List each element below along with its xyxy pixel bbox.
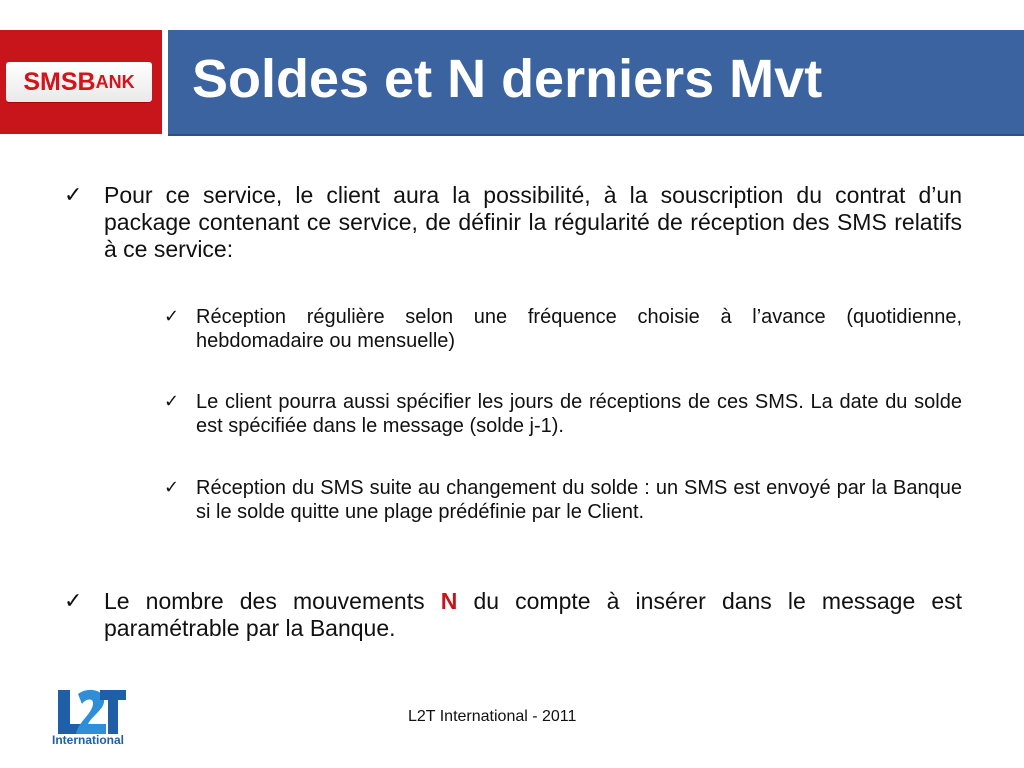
sub-bullet-days-selection: Le client pourra aussi spécifier les jours de réceptions de ces SMS. La date du solde est spécifiée dans le message (solde j-1). (196, 391, 962, 437)
sub-bullet-balance-change: Réception du SMS suite au changement du solde : un SMS est envoyé par la Banque si le solde quitte une plage prédéfinie par le Client. (196, 477, 962, 523)
smsbank-logo (6, 62, 152, 102)
checkmark-icon: ✓ (164, 306, 180, 327)
movements-n-highlight: N (440, 588, 458, 614)
footer-copyright: L2T International - 2011 (408, 708, 577, 725)
slide-title: Soldes et N derniers Mvt (192, 49, 823, 109)
slide-header (0, 30, 1024, 134)
logo-main-text: SMSB (23, 67, 96, 96)
movements-text-before: Le nombre des mouvements (104, 588, 425, 614)
checkmark-icon: ✓ (64, 589, 83, 614)
logo-small-text: ANK (95, 71, 135, 92)
checkmark-icon: ✓ (164, 477, 180, 498)
title-bar (168, 30, 1024, 136)
bullet-movements-count (104, 588, 962, 642)
l2t-logo-word: International (51, 733, 124, 747)
movements-text-after: du compte à insérer dans le message est paramétrable par la Banque. (104, 588, 963, 641)
sub-bullet-regular-reception: Réception régulière selon une fréquence choisie à l’avance (quotidienne, hebdomadaire ou mensuelle) (196, 306, 962, 352)
checkmark-icon: ✓ (164, 391, 180, 412)
bullet-service-definition: Pour ce service, le client aura la possibilité, à la souscription du contrat d’un package contenant ce service, de définir la régularité de réception des SMS relatifs à ce service: (104, 182, 962, 262)
checkmark-icon: ✓ (64, 183, 83, 208)
smsbank-logo-box (0, 30, 162, 134)
